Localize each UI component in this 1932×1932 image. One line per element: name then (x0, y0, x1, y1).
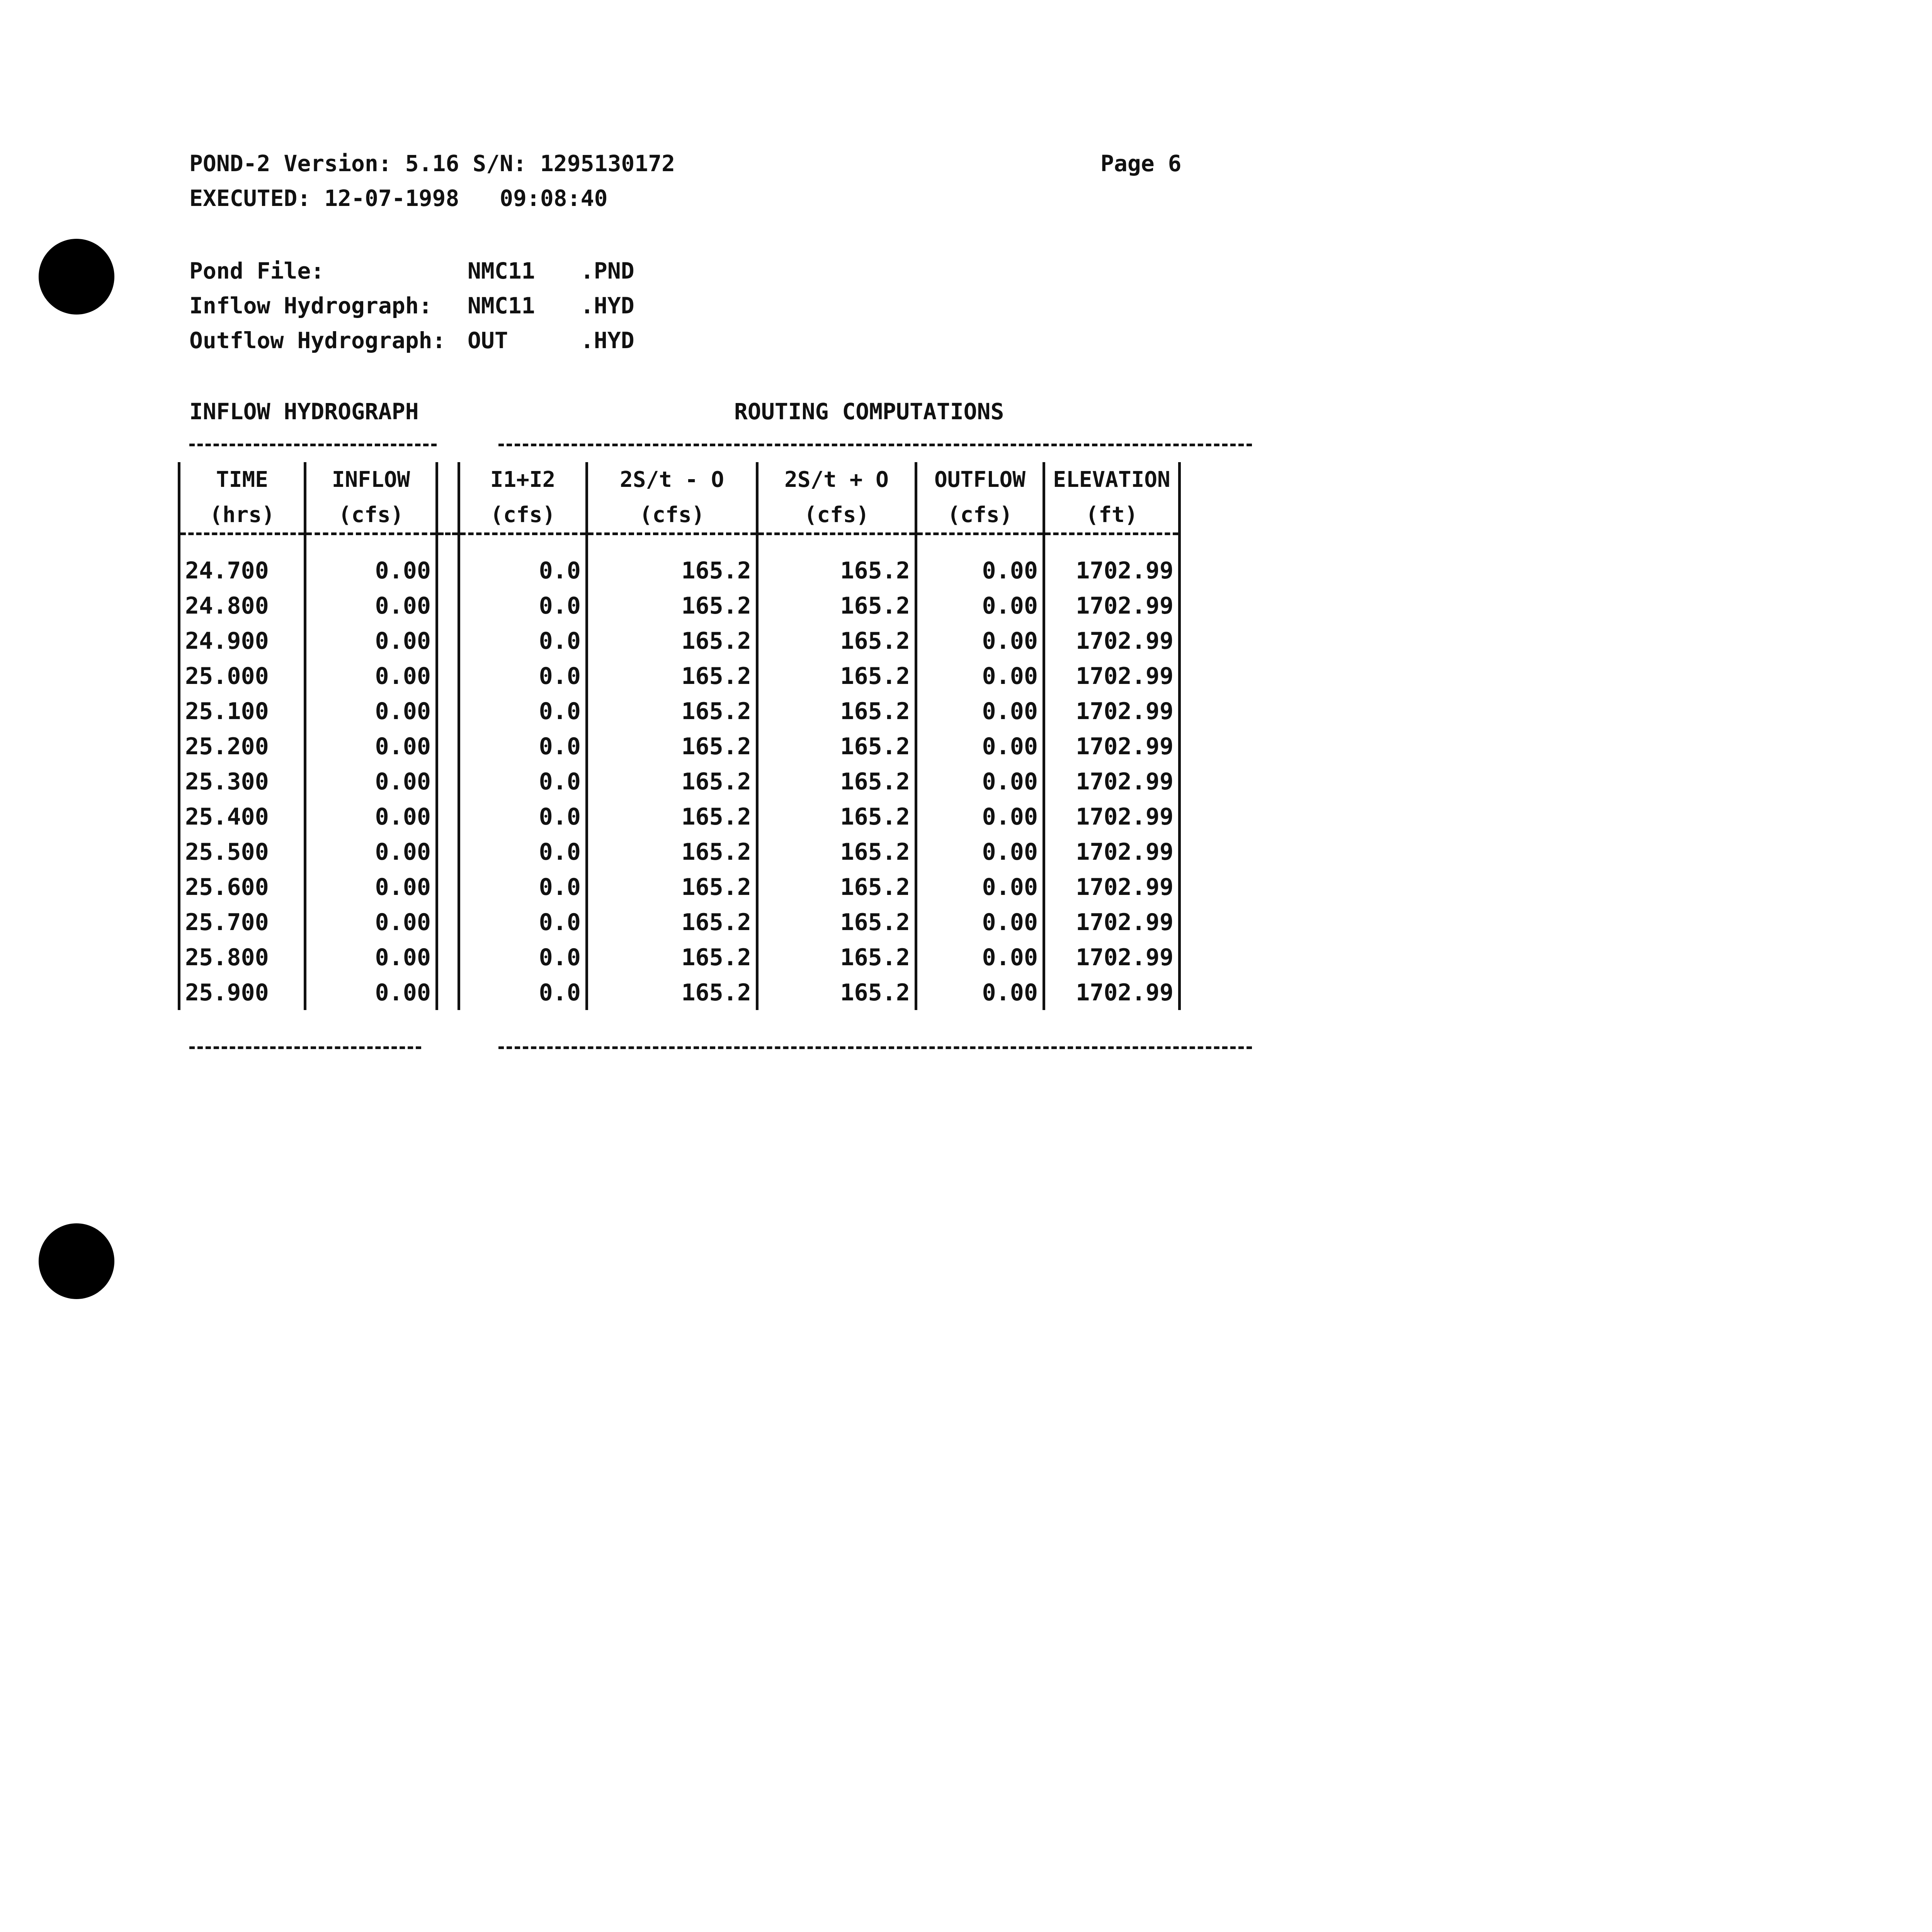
cell-inflow: 0.00 (305, 553, 437, 588)
cell-outflow: 0.00 (916, 940, 1044, 975)
cell-i1i2: 0.0 (459, 553, 587, 588)
outflow-hydrograph-ext: .HYD (580, 327, 634, 354)
pond-file-label: Pond File: (189, 258, 325, 284)
cell-inflow: 0.00 (305, 834, 437, 869)
column-gap (437, 834, 459, 869)
cell-2s-minus: 165.2 (587, 834, 757, 869)
dashed-rule (498, 1046, 1252, 1049)
outflow-hydrograph-name: OUT (468, 327, 508, 354)
inflow-hydrograph-heading: INFLOW HYDROGRAPH (189, 398, 419, 425)
cell-2s-minus: 165.2 (587, 553, 757, 588)
cell-2s-plus: 165.2 (757, 694, 916, 729)
cell-inflow: 0.00 (305, 623, 437, 658)
punch-hole (39, 1223, 114, 1299)
cell-outflow: 0.00 (916, 588, 1044, 623)
cell-outflow: 0.00 (916, 869, 1044, 905)
punch-hole (39, 239, 114, 315)
cell-2s-plus: 165.2 (757, 975, 916, 1010)
cell-2s-minus: 165.2 (587, 940, 757, 975)
cell-elevation: 1702.99 (1044, 905, 1180, 940)
cell-i1i2: 0.0 (459, 905, 587, 940)
table-row (179, 834, 1180, 869)
cell-2s-minus: 165.2 (587, 799, 757, 834)
pond-file-name: NMC11 (468, 258, 535, 284)
cell-2s-plus: 165.2 (757, 623, 916, 658)
cell-outflow: 0.00 (916, 623, 1044, 658)
col-i1i2: I1+I2 (459, 462, 587, 497)
cell-outflow: 0.00 (916, 834, 1044, 869)
unit-2s-minus: (cfs) (587, 497, 757, 534)
cell-i1i2: 0.0 (459, 588, 587, 623)
outflow-hydrograph-label: Outflow Hydrograph: (189, 327, 446, 354)
table-row (179, 553, 1180, 588)
table-row (179, 869, 1180, 905)
cell-inflow: 0.00 (305, 975, 437, 1010)
col-2s-minus: 2S/t - O (587, 462, 757, 497)
cell-elevation: 1702.99 (1044, 869, 1180, 905)
table-body (179, 553, 1180, 1010)
cell-2s-plus: 165.2 (757, 764, 916, 799)
cell-inflow: 0.00 (305, 658, 437, 694)
table-row (179, 905, 1180, 940)
cell-2s-minus: 165.2 (587, 588, 757, 623)
cell-2s-plus: 165.2 (757, 588, 916, 623)
cell-inflow: 0.00 (305, 940, 437, 975)
column-gap (437, 905, 459, 940)
program-version-line: POND-2 Version: 5.16 S/N: 1295130172 (189, 150, 675, 177)
inflow-hydrograph-label: Inflow Hydrograph: (189, 293, 432, 319)
unit-inflow: (cfs) (305, 497, 437, 534)
routing-table (178, 462, 1181, 1010)
cell-outflow: 0.00 (916, 729, 1044, 764)
cell-i1i2: 0.0 (459, 623, 587, 658)
cell-time: 24.900 (179, 623, 305, 658)
cell-elevation: 1702.99 (1044, 799, 1180, 834)
cell-2s-minus: 165.2 (587, 905, 757, 940)
cell-2s-minus: 165.2 (587, 869, 757, 905)
col-outflow: OUTFLOW (916, 462, 1044, 497)
cell-outflow: 0.00 (916, 694, 1044, 729)
cell-elevation: 1702.99 (1044, 729, 1180, 764)
cell-2s-plus: 165.2 (757, 834, 916, 869)
cell-outflow: 0.00 (916, 658, 1044, 694)
cell-elevation: 1702.99 (1044, 834, 1180, 869)
inflow-hydrograph-name: NMC11 (468, 293, 535, 319)
cell-time: 25.100 (179, 694, 305, 729)
cell-2s-plus: 165.2 (757, 553, 916, 588)
unit-elevation: (ft) (1044, 497, 1180, 534)
cell-2s-plus: 165.2 (757, 799, 916, 834)
col-2s-plus: 2S/t + O (757, 462, 916, 497)
table-row (179, 940, 1180, 975)
cell-time: 25.800 (179, 940, 305, 975)
cell-2s-plus: 165.2 (757, 905, 916, 940)
col-time: TIME (179, 462, 305, 497)
dashed-rule (189, 444, 437, 446)
column-gap (437, 729, 459, 764)
pond-file-ext: .PND (580, 258, 634, 284)
unit-2s-plus: (cfs) (757, 497, 916, 534)
cell-elevation: 1702.99 (1044, 623, 1180, 658)
cell-outflow: 0.00 (916, 905, 1044, 940)
table-row (179, 694, 1180, 729)
unit-time: (hrs) (179, 497, 305, 534)
cell-elevation: 1702.99 (1044, 658, 1180, 694)
cell-time: 25.000 (179, 658, 305, 694)
cell-time: 24.800 (179, 588, 305, 623)
cell-2s-minus: 165.2 (587, 729, 757, 764)
dashed-rule (498, 444, 1252, 446)
table-row (179, 588, 1180, 623)
column-gap (437, 764, 459, 799)
cell-i1i2: 0.0 (459, 694, 587, 729)
cell-2s-plus: 165.2 (757, 940, 916, 975)
table-row (179, 764, 1180, 799)
cell-time: 25.200 (179, 729, 305, 764)
dashed-rule (189, 1046, 421, 1049)
cell-time: 24.700 (179, 553, 305, 588)
cell-elevation: 1702.99 (1044, 764, 1180, 799)
cell-2s-minus: 165.2 (587, 623, 757, 658)
cell-2s-plus: 165.2 (757, 729, 916, 764)
cell-i1i2: 0.0 (459, 834, 587, 869)
column-gap (437, 553, 459, 588)
column-gap (437, 975, 459, 1010)
cell-elevation: 1702.99 (1044, 588, 1180, 623)
routing-computations-heading: ROUTING COMPUTATIONS (734, 398, 1004, 425)
cell-2s-plus: 165.2 (757, 869, 916, 905)
cell-time: 25.600 (179, 869, 305, 905)
cell-inflow: 0.00 (305, 905, 437, 940)
cell-outflow: 0.00 (916, 553, 1044, 588)
column-gap (437, 497, 459, 534)
unit-i1i2: (cfs) (459, 497, 587, 534)
cell-i1i2: 0.0 (459, 799, 587, 834)
cell-inflow: 0.00 (305, 588, 437, 623)
cell-2s-minus: 165.2 (587, 764, 757, 799)
cell-outflow: 0.00 (916, 975, 1044, 1010)
cell-inflow: 0.00 (305, 764, 437, 799)
cell-i1i2: 0.0 (459, 869, 587, 905)
cell-time: 25.500 (179, 834, 305, 869)
cell-elevation: 1702.99 (1044, 975, 1180, 1010)
inflow-hydrograph-ext: .HYD (580, 293, 634, 319)
cell-outflow: 0.00 (916, 799, 1044, 834)
cell-inflow: 0.00 (305, 694, 437, 729)
cell-outflow: 0.00 (916, 764, 1044, 799)
table-row (179, 623, 1180, 658)
cell-2s-minus: 165.2 (587, 975, 757, 1010)
cell-2s-minus: 165.2 (587, 658, 757, 694)
header-row (179, 462, 1180, 497)
table-row (179, 658, 1180, 694)
column-gap (437, 462, 459, 497)
cell-elevation: 1702.99 (1044, 694, 1180, 729)
cell-i1i2: 0.0 (459, 940, 587, 975)
header-separator (179, 534, 1180, 553)
cell-elevation: 1702.99 (1044, 940, 1180, 975)
cell-i1i2: 0.0 (459, 764, 587, 799)
table-row (179, 975, 1180, 1010)
column-gap (437, 694, 459, 729)
unit-outflow: (cfs) (916, 497, 1044, 534)
page-number: Page 6 (1100, 150, 1182, 177)
column-gap (437, 623, 459, 658)
table-row (179, 799, 1180, 834)
cell-i1i2: 0.0 (459, 658, 587, 694)
column-gap (437, 658, 459, 694)
cell-time: 25.300 (179, 764, 305, 799)
column-gap (437, 799, 459, 834)
cell-time: 25.700 (179, 905, 305, 940)
unit-row (179, 497, 1180, 534)
column-gap (437, 869, 459, 905)
col-inflow: INFLOW (305, 462, 437, 497)
cell-i1i2: 0.0 (459, 729, 587, 764)
cell-2s-plus: 165.2 (757, 658, 916, 694)
cell-elevation: 1702.99 (1044, 553, 1180, 588)
cell-inflow: 0.00 (305, 729, 437, 764)
cell-inflow: 0.00 (305, 869, 437, 905)
cell-i1i2: 0.0 (459, 975, 587, 1010)
table-row (179, 729, 1180, 764)
column-gap (437, 588, 459, 623)
cell-inflow: 0.00 (305, 799, 437, 834)
cell-time: 25.400 (179, 799, 305, 834)
col-elevation: ELEVATION (1044, 462, 1180, 497)
cell-2s-minus: 165.2 (587, 694, 757, 729)
executed-line: EXECUTED: 12-07-1998 09:08:40 (189, 185, 608, 211)
column-gap (437, 940, 459, 975)
cell-time: 25.900 (179, 975, 305, 1010)
